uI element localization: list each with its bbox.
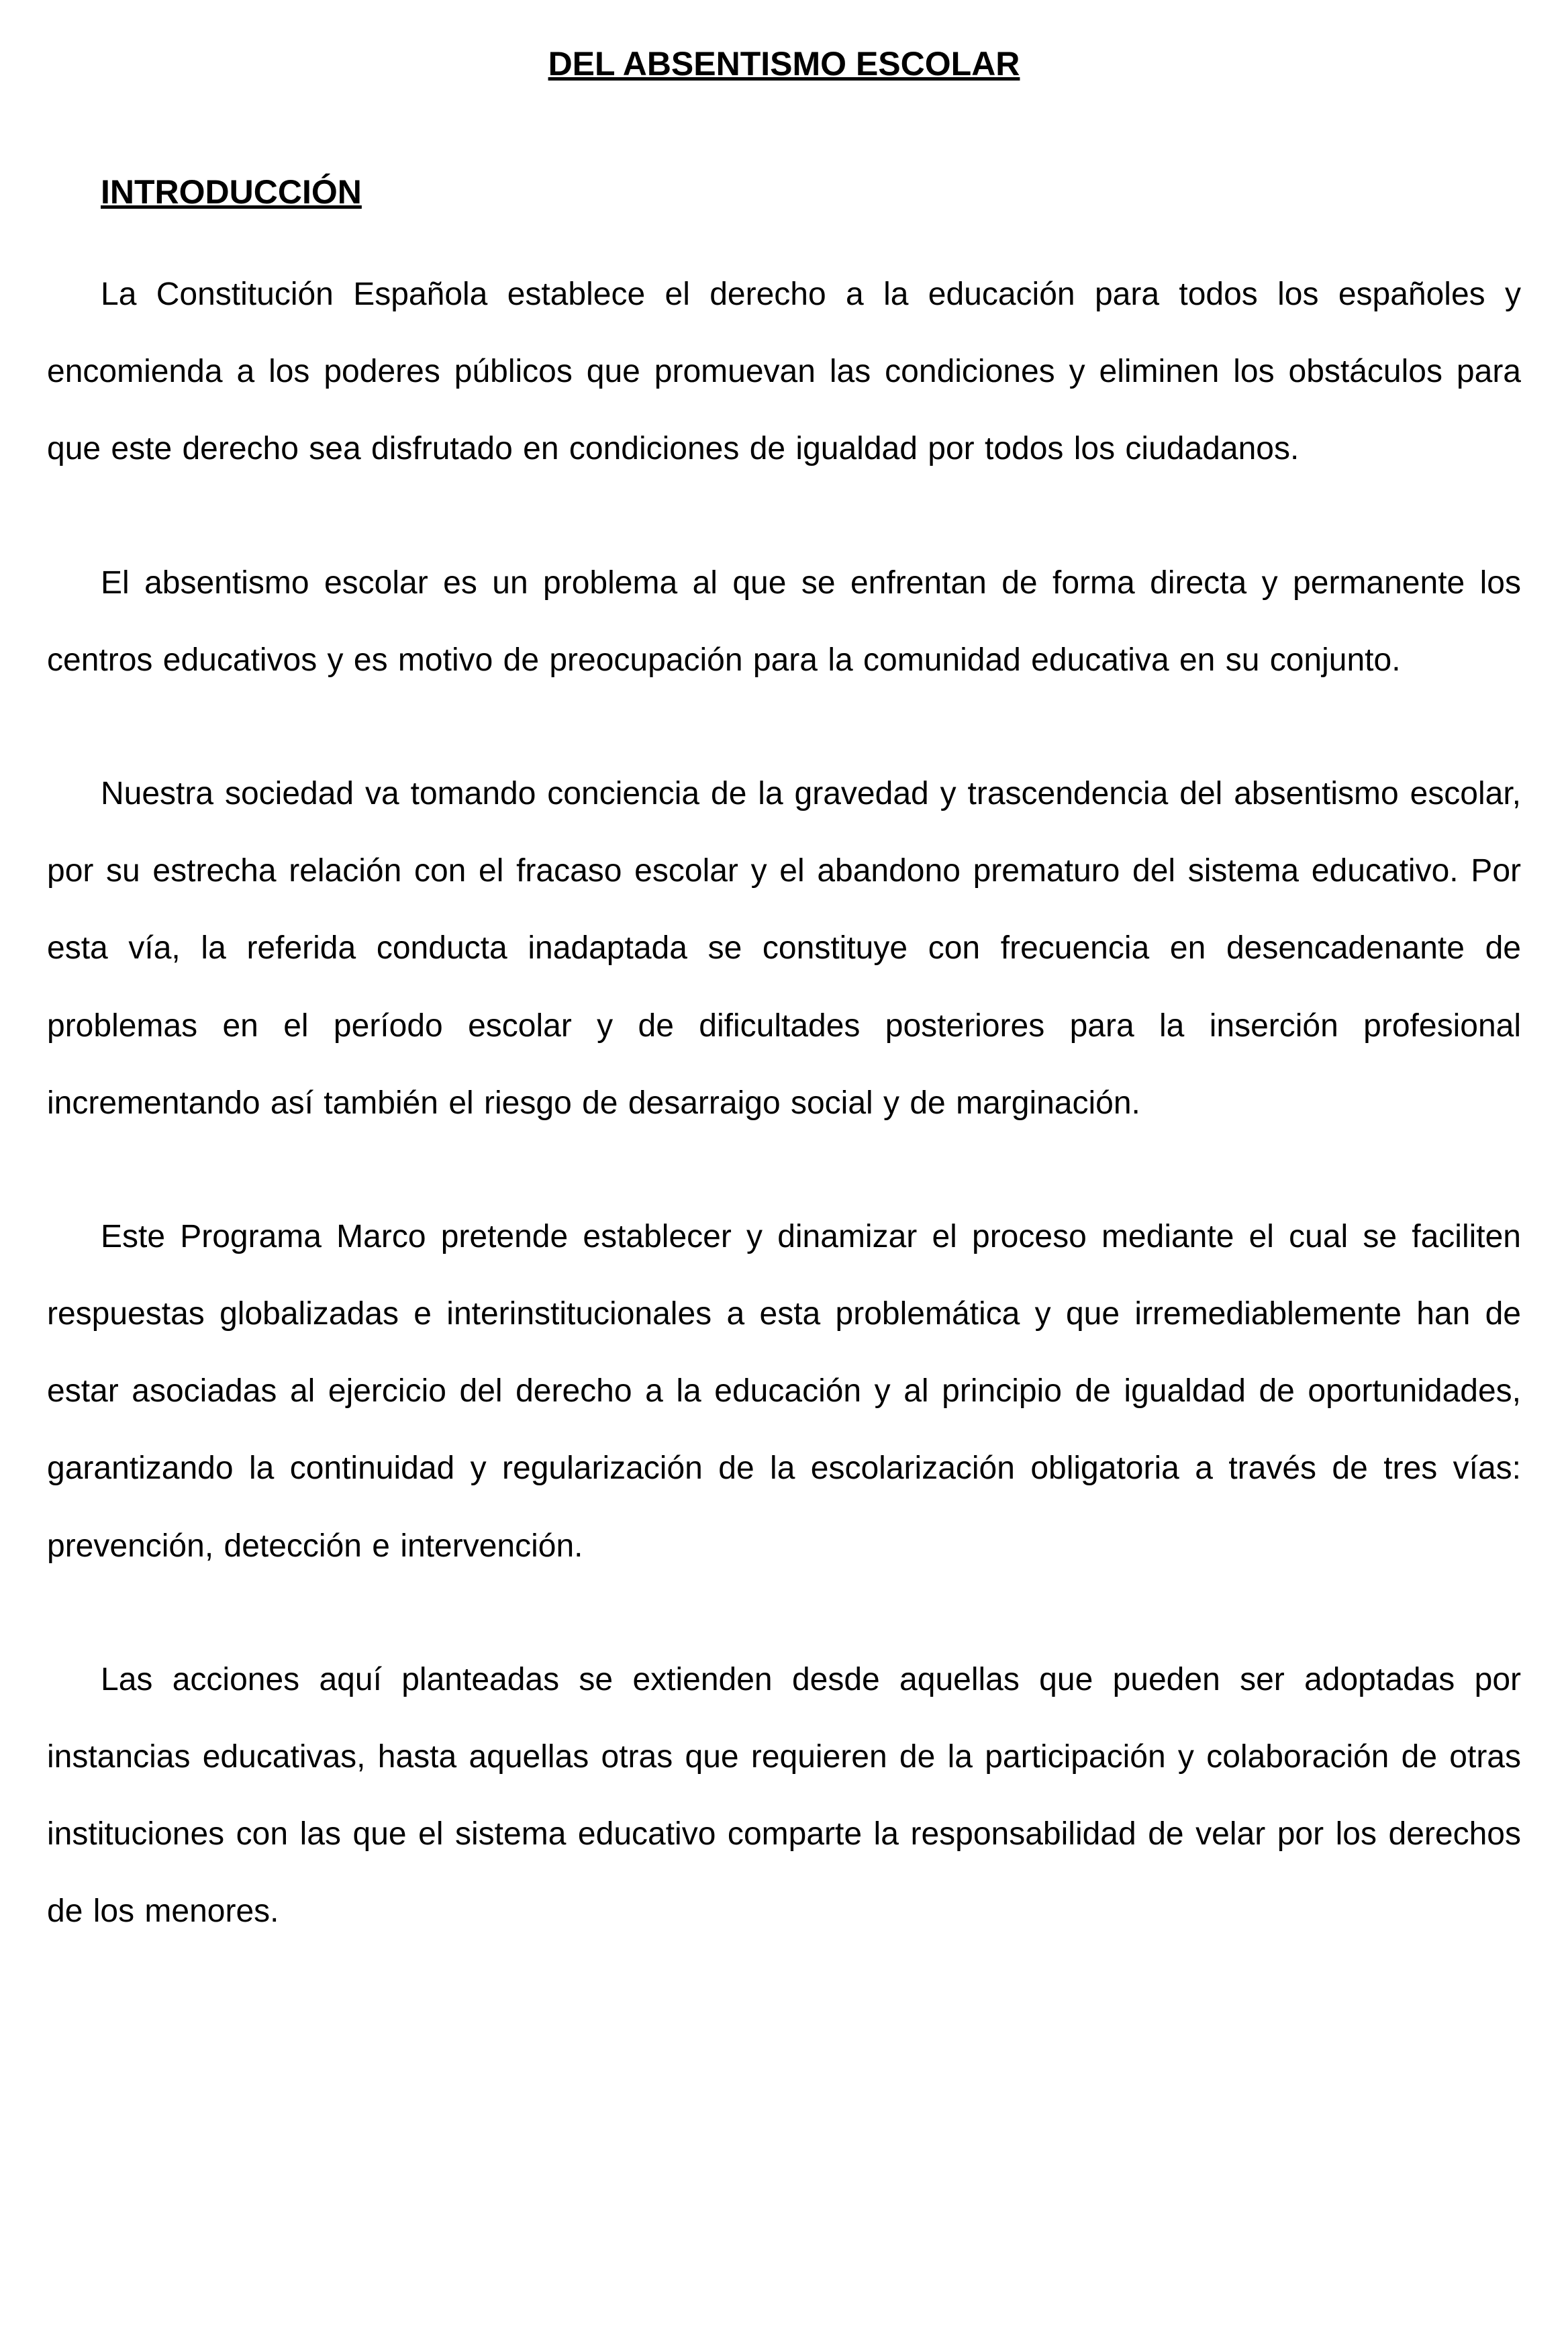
document-body xyxy=(47,256,1521,1950)
section-heading-introduccion: INTRODUCCIÓN xyxy=(101,172,362,211)
paragraph-5: Las acciones aquí planteadas se extienden desde aquellas que pueden ser adoptadas por instancias educativas, hasta aquellas otras que requieren de la participación y colaboración de otras instituciones con las que el sistema educativo comparte la responsabilidad de velar por los derechos de los menores. xyxy=(47,1661,1521,1930)
paragraph-2: El absentismo escolar es un problema al que se enfrentan de forma directa y permanente los centros educativos y es motivo de preocupación para la comunidad educativa en su conjunto. xyxy=(47,564,1521,678)
paragraph-4: Este Programa Marco pretende establecer y dinamizar el proceso mediante el cual se faciliten respuestas globalizadas e interinstitucionales a esta problemática y que irremediablemente han de estar asociadas al ejercicio del derecho a la educación y al principio de igualdad de oportunidades, garantizando la continuidad y regularización de la escolarización obligatoria a través de tres vías: prevención, detección e intervención. xyxy=(47,1218,1521,1564)
document-title: DEL ABSENTISMO ESCOLAR xyxy=(548,45,1020,83)
paragraph-1: La Constitución Española establece el derecho a la educación para todos los españoles y encomienda a los poderes públicos que promuevan las condiciones y eliminen los obstáculos para que este derecho sea disfrutado en condiciones de igualdad por todos los ciudadanos. xyxy=(47,277,1521,467)
paragraph-3: Nuestra sociedad va tomando conciencia de la gravedad y trascendencia del absentismo escolar, por su estrecha relación con el fracaso escolar y el abandono prematuro del sistema educativo. Por esta vía, la referida conducta inadaptada se constituye con frecuencia en desencadenante de problemas en el período escolar y de dificultades posteriores para la inserción profesional incrementando así también el riesgo de desarraigo social y de marginación. xyxy=(47,775,1521,1121)
